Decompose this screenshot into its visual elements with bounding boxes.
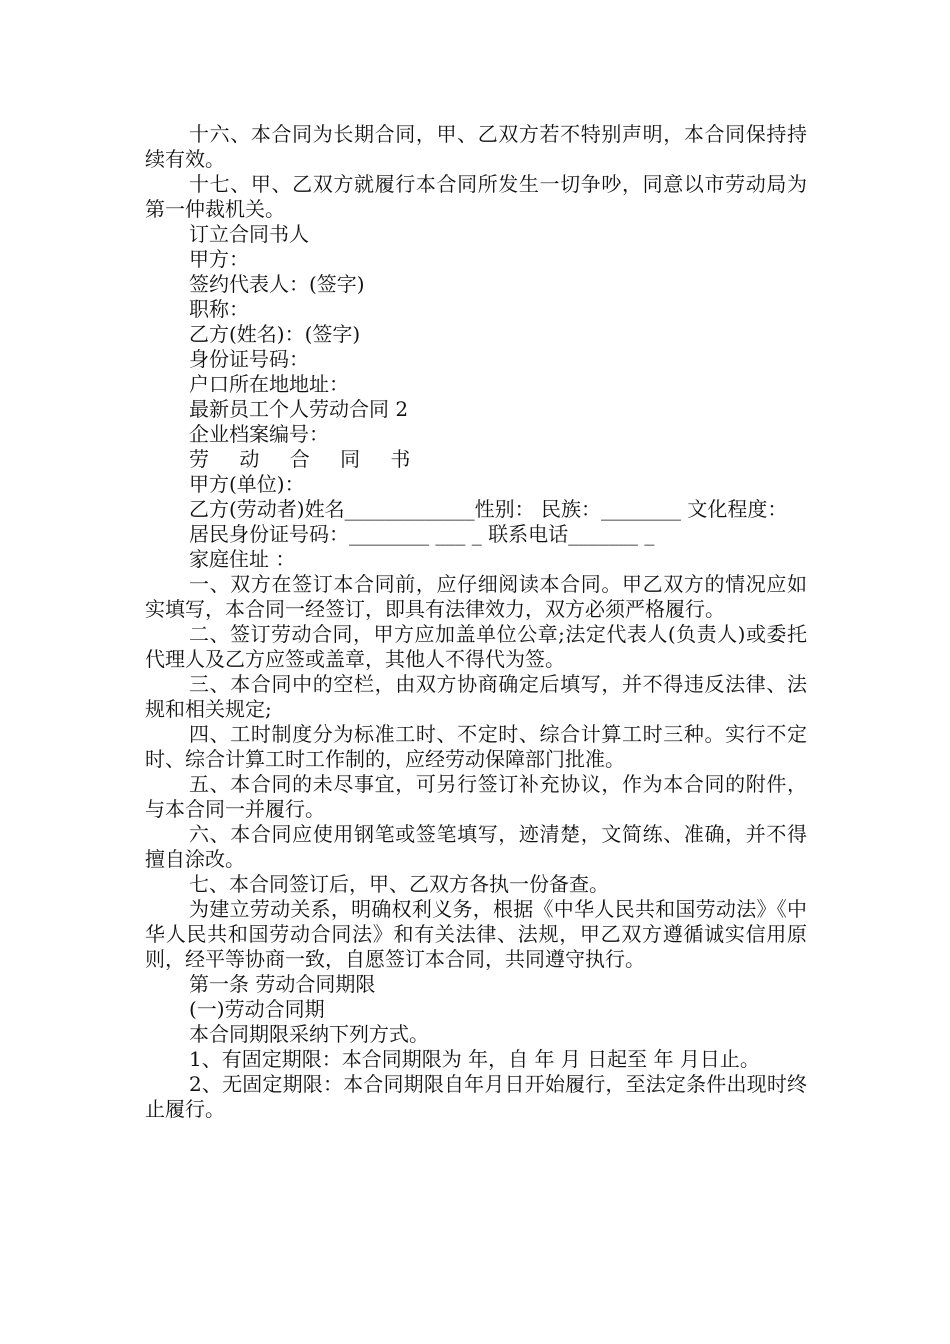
fixed-term-line: 1、有固定期限：本合同期限为 年，自 年 月 日起至 年 月日止。 xyxy=(189,1047,760,1071)
job-title-line: 职称： xyxy=(189,297,249,321)
instruction-2: 二、签订劳动合同，甲方应加盖单位公章;法定代表人(负责人)或委托代理人及乙方应签或盖章，其他人不得代为签。 xyxy=(145,622,807,671)
open-term-line: 2、无固定期限：本合同期限自年月日开始履行，至法定条件出现时终止履行。 xyxy=(145,1072,807,1121)
enterprise-file-number-line: 企业档案编号： xyxy=(189,422,329,446)
document-body xyxy=(145,122,807,1122)
instruction-6: 六、本合同应使用钢笔或签笔填写，迹清楚，文简练、准确，并不得擅自涂改。 xyxy=(145,822,807,871)
id-number-line: 身份证号码： xyxy=(189,347,309,371)
instruction-4: 四、工时制度分为标准工时、不定时、综合计算工时三种。实行不定时、综合计算工时工作制的，应经劳动保障部门批准。 xyxy=(145,722,807,771)
party-a-unit-line: 甲方(单位)： xyxy=(189,472,305,496)
instruction-3: 三、本合同中的空栏，由双方协商确定后填写，并不得违反法律、法规和相关规定; xyxy=(145,672,807,721)
home-address-line: 家庭住址 ： xyxy=(189,547,296,571)
instruction-1: 一、双方在签订本合同前，应仔细阅读本合同。甲乙双方的情况应如实填写，本合同一经签订，即具有法律效力，双方必须严格履行。 xyxy=(145,572,807,621)
household-address-line: 户口所在地地址： xyxy=(189,372,349,396)
term-method-line: 本合同期限采纳下列方式。 xyxy=(189,1022,429,1046)
party-a-line: 甲方： xyxy=(189,247,249,271)
article-1-subheading: (一)劳动合同期 xyxy=(189,997,325,1021)
signing-representative-line: 签约代表人：(签字) xyxy=(189,272,365,296)
section-title-contract-2: 最新员工个人劳动合同 2 xyxy=(189,397,409,421)
signatories-heading: 订立合同书人 xyxy=(189,222,309,246)
party-b-worker-info-line: 乙方(劳动者)姓名_____________性别： 民族：________ 文化程度： xyxy=(189,497,788,521)
party-b-name-line: 乙方(姓名)：(签字) xyxy=(189,322,361,346)
resident-id-phone-line: 居民身份证号码：________ ___ _ 联系电话_______ _ xyxy=(189,522,655,546)
clause-16: 十六、本合同为长期合同，甲、乙双方若不特别声明，本合同保持持续有效。 xyxy=(145,122,807,171)
instruction-5: 五、本合同的未尽事宜，可另行签订补充协议，作为本合同的附件，与本合同一并履行。 xyxy=(145,772,807,821)
instruction-7: 七、本合同签订后，甲、乙双方各执一份备查。 xyxy=(189,872,609,896)
article-1-heading: 第一条 劳动合同期限 xyxy=(189,972,376,996)
preamble: 为建立劳动关系，明确权利义务，根据《中华人民共和国劳动法》《中华人民共和国劳动合同法》和有关法律、法规，甲乙双方遵循诚实信用原则，经平等协商一致，自愿签订本合同，共同遵守执行。 xyxy=(145,897,807,971)
contract-title: 劳 动 合 同 书 xyxy=(189,447,423,471)
clause-17: 十七、甲、乙双方就履行本合同所发生一切争吵，同意以市劳动局为第一仲裁机关。 xyxy=(145,172,807,221)
